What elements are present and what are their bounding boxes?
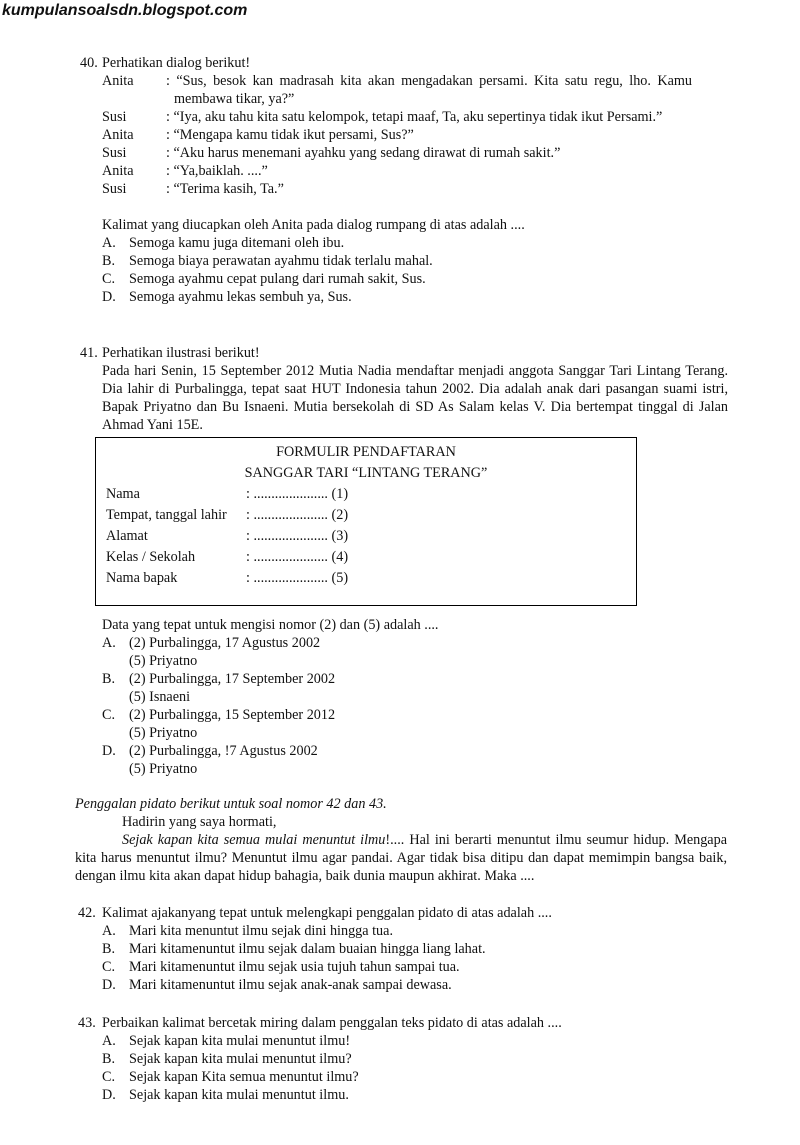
dialog-line	[102, 144, 692, 162]
speaker: Anita	[102, 127, 134, 143]
speech-body: Sejak kapan kita semua mulai menuntut ilmu!.... Hal ini berarti menuntut ilmu seumur hidup. Mengapa kita harus menuntut ilmu? Menuntut ilmu agar pandai. Agar tidak bisa ditipu dan dapat memimpin bangsa baik, dengan ilmu kita akan dapat hidup bahagia, baik dunia maupun akhirat. Maka ....	[75, 832, 727, 884]
question-text: Perbaikan kalimat bercetak miring dalam penggalan teks pidato di atas adalah ....	[102, 1015, 562, 1031]
speaker: Anita	[102, 73, 134, 89]
option-b	[102, 252, 692, 270]
utterance: : “Iya, aku tahu kita satu kelompok, tetapi maaf, Ta, aku sepertinya tidak ikut Persami.”	[166, 109, 663, 125]
option-b	[102, 670, 722, 706]
option-d	[102, 976, 718, 994]
form-blank: : ..................... (4)	[246, 549, 349, 565]
dialog	[102, 72, 692, 198]
option-line	[102, 742, 722, 760]
option-b	[102, 1050, 718, 1068]
form-label: Alamat	[106, 528, 148, 544]
registration-form	[95, 437, 637, 606]
option-letter: D.	[102, 743, 116, 759]
form-row	[96, 547, 636, 568]
question-41-options	[102, 616, 722, 778]
utterance: : “Terima kasih, Ta.”	[166, 181, 284, 197]
speech-excerpt	[75, 795, 727, 885]
form-row	[96, 568, 636, 589]
dialog-line	[102, 126, 692, 144]
option-letter: C.	[102, 271, 116, 287]
speech-intro: Penggalan pidato berikut untuk soal nomor 42 dan 43.	[75, 796, 387, 812]
question-text: Kalimat ajakanyang tepat untuk melengkapi penggalan pidato di atas adalah ....	[102, 905, 552, 921]
option-line	[102, 670, 722, 688]
option-line	[102, 706, 722, 724]
option-d	[102, 288, 692, 306]
question-42: 42. Kalimat ajakanyang tepat untuk melengkapi penggalan pidato di atas adalah .... A. Mari kita menuntut ilmu sejak dini hingga tua. B. Mari kitamenuntut ilmu sejak dalam buaian hingga liang lahat. C. Mari kitamenuntut ilmu sejak usia tujuh tahun sampai tua. D. Mari kitamenuntut ilmu sejak anak-anak sampai dewasa.	[78, 904, 718, 994]
question-40: 40. Perhatikan dialog berikut! Anita : “Sus, besok kan madrasah kita akan mengadakan persami. Kita satu regu, lho. Kamu membawa tikar, ya?” Susi : “Iya, aku tahu kita satu kelompok, tetapi maaf, Ta, aku sepertinya tidak ikut Persami.” Anita : “Mengapa kamu tidak ikut persami, Sus?” Susi : “Aku harus menemani ayahku yang sedang dirawat di rumah sakit.” Anita : “Ya,baiklah. ....” Susi : “Terima kasih, Ta.” Kalimat yang diucapkan oleh Anita pada dialog rumpang di atas adalah .... A. Semoga kamu juga ditemani oleh ibu. B. Semoga biaya perawatan ayahmu tidak terlalu mahal. C. Semoga ayahmu cepat pulang dari rumah sakit, Sus. D. Semoga ayahmu lekas sembuh ya, Sus.	[80, 55, 692, 305]
option-letter: B.	[102, 1051, 116, 1067]
question-prompt: Perhatikan dialog berikut!	[102, 55, 251, 71]
form-blank: : ..................... (1)	[246, 486, 349, 502]
question-43: 43. Perbaikan kalimat bercetak miring dalam penggalan teks pidato di atas adalah .... A. Sejak kapan kita mulai menuntut ilmu! B. Sejak kapan kita mulai menuntut ilmu? C. Sejak kapan Kita semua menuntut ilmu? D. Sejak kapan kita mulai menuntut ilmu.	[78, 1014, 718, 1104]
illustration-paragraph: Pada hari Senin, 15 September 2012 Mutia Nadia mendaftar menjadi anggota Sanggar Tari Lintang Terang. Dia lahir di Purbalingga, tepat saat HUT Indonesia tahun 2002. Dia adalah anak dari pasangan suami istri, Bapak Priyatno dan Bu Isnaeni. Mutia bersekolah di SD As Salam kelas V. Dia bertempat tinggal di Jalan Ahmad Yani 15E.	[102, 363, 728, 433]
site-watermark: kumpulansoalsdn.blogspot.com	[2, 2, 248, 19]
option-d	[102, 742, 722, 778]
dialog-line	[102, 108, 692, 126]
form-blank: : ..................... (5)	[246, 570, 349, 586]
option-a	[102, 234, 692, 252]
option-letter: D.	[102, 977, 116, 993]
option-line2: (5) Isnaeni	[129, 689, 191, 705]
option-a	[102, 922, 718, 940]
option-text: Sejak kapan Kita semua menuntut ilmu?	[129, 1069, 359, 1085]
option-line2: (5) Priyatno	[129, 725, 198, 741]
question-text: Kalimat yang diucapkan oleh Anita pada dialog rumpang di atas adalah ....	[102, 217, 525, 233]
dialog-line	[102, 72, 692, 108]
option-letter: B.	[102, 671, 116, 687]
option-letter: D.	[102, 1087, 116, 1103]
option-line	[102, 634, 722, 652]
option-c	[102, 958, 718, 976]
option-d	[102, 1086, 718, 1104]
speech-greeting: Hadirin yang saya hormati,	[122, 814, 277, 830]
option-text: Mari kitamenuntut ilmu sejak usia tujuh tahun sampai tua.	[129, 959, 460, 975]
dialog-line	[102, 180, 692, 198]
option-letter: D.	[102, 289, 116, 305]
form-label: Kelas / Sekolah	[106, 549, 196, 565]
option-b	[102, 940, 718, 958]
option-letter: A.	[102, 923, 116, 939]
option-letter: B.	[102, 941, 116, 957]
form-blank: : ..................... (2)	[246, 507, 349, 523]
option-line2: (5) Priyatno	[129, 761, 198, 777]
option-text: Sejak kapan kita mulai menuntut ilmu?	[129, 1051, 352, 1067]
option-text: Semoga biaya perawatan ayahmu tidak terlalu mahal.	[129, 253, 433, 269]
option-line1: (2) Purbalingga, !7 Agustus 2002	[129, 743, 318, 759]
option-letter: C.	[102, 707, 116, 723]
form-label: Nama	[106, 486, 140, 502]
italic-sentence: Sejak kapan kita semua mulai menuntut ilmu	[122, 832, 386, 848]
option-a	[102, 634, 722, 670]
form-label: Tempat, tanggal lahir	[106, 507, 227, 523]
option-line1: (2) Purbalingga, 17 September 2002	[129, 671, 336, 687]
utterance: : “Ya,baiklah. ....”	[166, 163, 268, 179]
form-label: Nama bapak	[106, 570, 178, 586]
option-text: Sejak kapan kita mulai menuntut ilmu!	[129, 1033, 351, 1049]
form-row	[96, 505, 636, 526]
option-letter: A.	[102, 635, 116, 651]
form-title: FORMULIR PENDAFTARAN	[276, 444, 456, 460]
option-text: Mari kitamenuntut ilmu sejak dalam buaian hingga liang lahat.	[129, 941, 486, 957]
utterance: : “Mengapa kamu tidak ikut persami, Sus?”	[166, 127, 414, 143]
speaker: Anita	[102, 163, 134, 179]
utterance: : “Aku harus menemani ayahku yang sedang dirawat di rumah sakit.”	[166, 145, 561, 161]
option-text: Semoga ayahmu lekas sembuh ya, Sus.	[129, 289, 352, 305]
option-c	[102, 270, 692, 288]
form-subtitle: SANGGAR TARI “LINTANG TERANG”	[244, 465, 488, 481]
option-text: Mari kita menuntut ilmu sejak dini hingga tua.	[129, 923, 393, 939]
option-text: Sejak kapan kita mulai menuntut ilmu.	[129, 1087, 349, 1103]
option-text: Semoga ayahmu cepat pulang dari rumah sakit, Sus.	[129, 271, 426, 287]
question-prompt: Perhatikan ilustrasi berikut!	[102, 345, 260, 361]
option-c	[102, 706, 722, 742]
option-a	[102, 1032, 718, 1050]
speaker: Susi	[102, 145, 127, 161]
option-c	[102, 1068, 718, 1086]
dialog-line	[102, 162, 692, 180]
option-line2: (5) Priyatno	[129, 653, 198, 669]
option-letter: C.	[102, 959, 116, 975]
form-row	[96, 526, 636, 547]
options	[102, 234, 692, 306]
question-text: Data yang tepat untuk mengisi nomor (2) dan (5) adalah ....	[102, 617, 439, 633]
option-text: Semoga kamu juga ditemani oleh ibu.	[129, 235, 345, 251]
option-text: Mari kitamenuntut ilmu sejak anak-anak sampai dewasa.	[129, 977, 452, 993]
option-line1: (2) Purbalingga, 15 September 2012	[129, 707, 336, 723]
form-row	[96, 484, 636, 505]
speaker: Susi	[102, 181, 127, 197]
option-letter: C.	[102, 1069, 116, 1085]
option-line1: (2) Purbalingga, 17 Agustus 2002	[129, 635, 321, 651]
utterance: : “Sus, besok kan madrasah kita akan mengadakan persami. Kita satu regu, lho. Kamu membawa tikar, ya?”	[166, 73, 692, 107]
form-blank: : ..................... (3)	[246, 528, 349, 544]
option-letter: A.	[102, 1033, 116, 1049]
option-letter: B.	[102, 253, 116, 269]
speaker: Susi	[102, 109, 127, 125]
question-41: 41. Perhatikan ilustrasi berikut! Pada hari Senin, 15 September 2012 Mutia Nadia mendaftar menjadi anggota Sanggar Tari Lintang Terang. Dia lahir di Purbalingga, tepat saat HUT Indonesia tahun 2002. Dia adalah anak dari pasangan suami istri, Bapak Priyatno dan Bu Isnaeni. Mutia bersekolah di SD As Salam kelas V. Dia bertempat tinggal di Jalan Ahmad Yani 15E.	[80, 345, 728, 433]
option-letter: A.	[102, 235, 116, 251]
